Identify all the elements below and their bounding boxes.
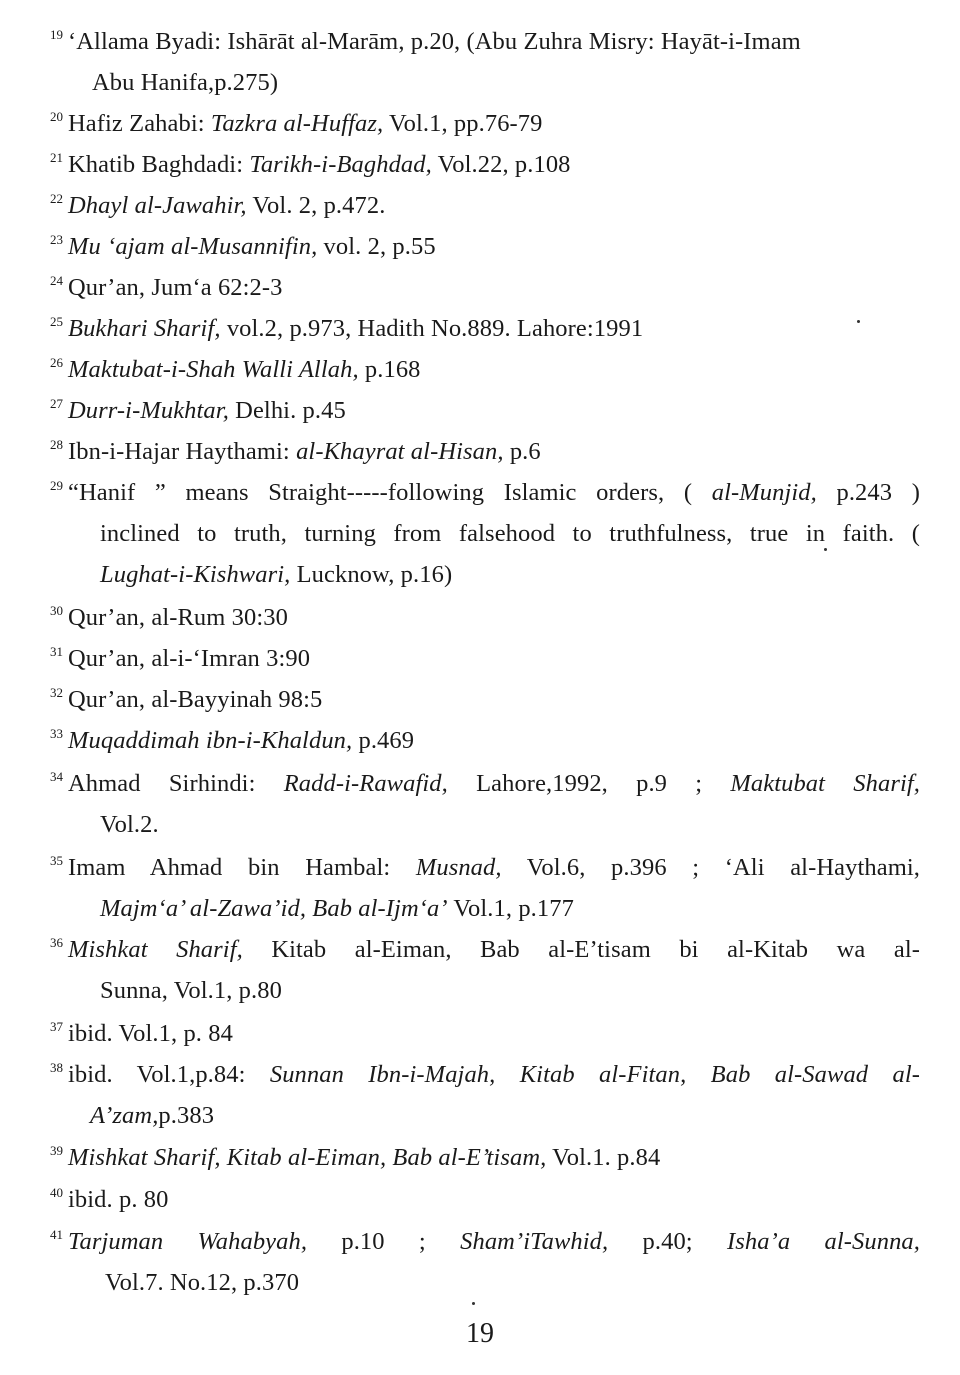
footnote-27: $^{27}$ Durr-i-Mukhtar, Delhi. p.45 (50, 396, 346, 424)
footnote-31: $^{31}$ Qur’an, al-i-‘Imran 3:90 (50, 644, 311, 672)
footnote-41: $^{41}$ Tarjuman Wahabyah, p.10 ; Sham’iTawhid, p.40; Isha’a al-Sunna, Vol.7. No.12, p.370 (50, 1227, 920, 1296)
footnote-24: $^{24}$ Qur’an, Jum‘a 62:2-3 (50, 273, 283, 301)
footnote-35: $^{35}$ Imam Ahmad bin Hambal: Musnad, Vol.6, p.396 ; ‘Ali al-Haythami, Majm‘a’ al-Zawa’id, Bab al-Ijm‘a’ Vol.1, p.177 (50, 853, 920, 922)
footnote-40: $^{40}$ ibid. p. 80 (50, 1185, 169, 1213)
footnote-23: $^{23}$ Mu ‘ajam al-Musannifin, vol. 2, p.55 (50, 232, 436, 260)
scan-speck (472, 1302, 475, 1305)
footnote-29: $^{29}$ “Hanif ” means Straight-----following Islamic orders, ( al-Munjid, p.243 ) inclined to truth, turning from falsehood to truthfulness, true in faith. ( Lughat-i-Kishwari, Lucknow, p.16) (50, 478, 920, 588)
footnote-25: $^{25}$ Bukhari Sharif, vol.2, p.973, Hadith No.889. Lahore:1991 (50, 314, 644, 342)
footnote-22: $^{22}$ Dhayl al-Jawahir, Vol. 2, p.472. (50, 191, 386, 219)
footnote-34: $^{34}$ Ahmad Sirhindi: Radd-i-Rawafid, Lahore,1992, p.9 ; Maktubat Sharif, Vol.2. (50, 769, 920, 838)
scan-speck (824, 548, 827, 551)
footnote-33: $^{33}$ Muqaddimah ibn-i-Khaldun, p.469 (50, 726, 415, 754)
footnote-number: 19 (50, 27, 63, 42)
footnote-38: $^{38}$ ibid. Vol.1,p.84: Sunnan Ibn-i-Majah, Kitab al-Fitan, Bab al-Sawad al- A’zam,p.383 (50, 1060, 920, 1129)
footnote-37: $^{37}$ ibid. Vol.1, p. 84 (50, 1019, 233, 1047)
page-number: 19 (466, 1318, 494, 1349)
footnote-21: $^{21}$ Khatib Baghdadi: Tarikh-i-Baghdad, Vol.22, p.108 (50, 150, 571, 178)
scan-speck (857, 320, 860, 323)
footnote-39: $^{39}$ Mishkat Sharif, Kitab al-Eiman, Bab al-E’tisam, Vol.1. p.84 (50, 1143, 661, 1171)
footnote-36: $^{36}$ Mishkat Sharif, Kitab al-Eiman, Bab al-E’tisam bi al-Kitab wa al- Sunna, Vol.1, p.80 (50, 935, 920, 1004)
footnote-28: $^{28}$ Ibn-i-Hajar Haythami: al-Khayrat al-Hisan, p.6 (50, 437, 541, 465)
footnote-20: $^{20}$ Hafiz Zahabi: Tazkra al-Huffaz, Vol.1, pp.76-79 (50, 109, 543, 137)
footnote-30: $^{30}$ Qur’an, al-Rum 30:30 (50, 603, 288, 631)
footnote-19: $^{19}$ ‘Allama Byadi: Ishārāt al-Marām, p.20, (Abu Zuhra Misry: Hayāt-i-Imam Abu Hanifa,p.275) (50, 27, 801, 96)
footnote-26: $^{26}$ Maktubat-i-Shah Walli Allah, p.168 (50, 355, 421, 383)
footnote-32: $^{32}$ Qur’an, al-Bayyinah 98:5 (50, 685, 323, 713)
